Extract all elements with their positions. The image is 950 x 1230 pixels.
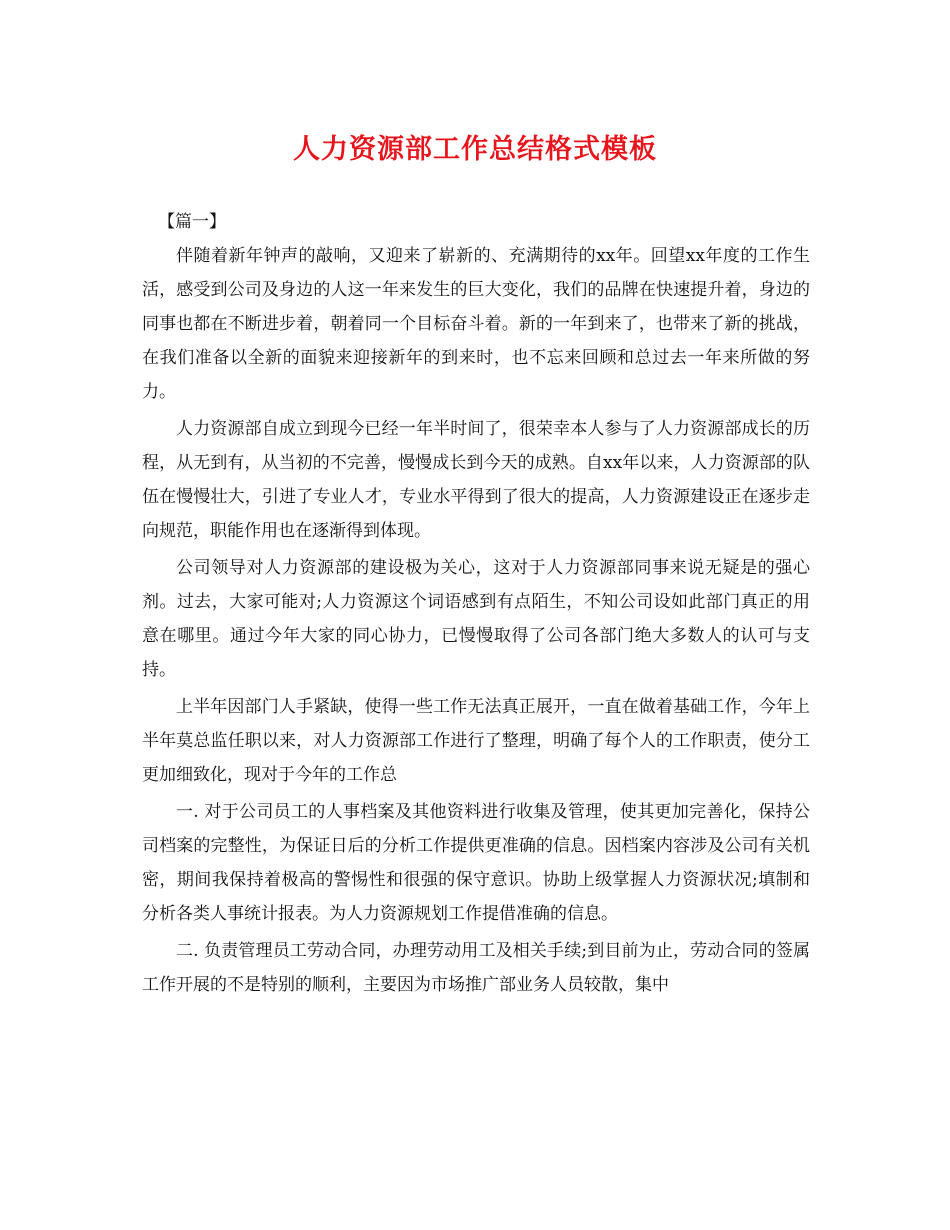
section-label: 【篇一】 (158, 212, 226, 232)
paragraph-4: 上半年因部门人手紧缺，使得一些工作无法真正展开，一直在做着基础工作，今年上半年莫总监任职以来，对人力资源部工作进行了整理，明确了每个人的工作职责，使分工更加细致化，现对于今年的工作总 (142, 697, 810, 785)
paragraph-1: 伴随着新年钟声的敲响，又迎来了崭新的、充满期待的xx年。回望xx年度的工作生活，感受到公司及身边的人这一年来发生的巨大变化，我们的品牌在快速提升着，身边的同事也都在不断进步着，朝着同一个目标奋斗着。新的一年到来了，也带来了新的挑战，在我们准备以全新的面貌来迎接新年的到来时，也不忘来回顾和总过去一年来所做的努力。 (142, 246, 810, 402)
paragraph-6: 二. 负责管理员工劳动合同，办理劳动用工及相关手续;到目前为止，劳动合同的签属工作开展的不是特别的顺利，主要因为市场推广部业务人员较散，集中 (142, 941, 810, 995)
document-body (142, 205, 810, 1005)
paragraph-5: 一. 对于公司员工的人事档案及其他资料进行收集及管理，使其更加完善化，保持公司档案的完整性，为保证日后的分析工作提供更准确的信息。因档案内容涉及公司有关机密，期间我保持着极高的警惕性和很强的保守意识。协助上级掌握人力资源状况;填制和分析各类人事统计报表。为人力资源规划工作提借准确的信息。 (142, 802, 810, 924)
document-title: 人力资源部工作总结格式模板 (293, 134, 657, 165)
paragraph-3: 公司领导对人力资源部的建设极为关心，这对于人力资源部同事来说无疑是的强心剂。过去，大家可能对;人力资源这个词语感到有点陌生，不知公司设如此部门真正的用意在哪里。通过今年大家的同心协力，已慢慢取得了公司各部门绝大多数人的认可与支持。 (142, 558, 810, 680)
paragraph-2: 人力资源部自成立到现今已经一年半时间了，很荣幸本人参与了人力资源部成长的历程，从无到有，从当初的不完善，慢慢成长到今天的成熟。自xx年以来，人力资源部的队伍在慢慢壮大，引进了专业人才，专业水平得到了很大的提高，人力资源建设正在逐步走向规范，职能作用也在逐渐得到体现。 (142, 419, 810, 541)
